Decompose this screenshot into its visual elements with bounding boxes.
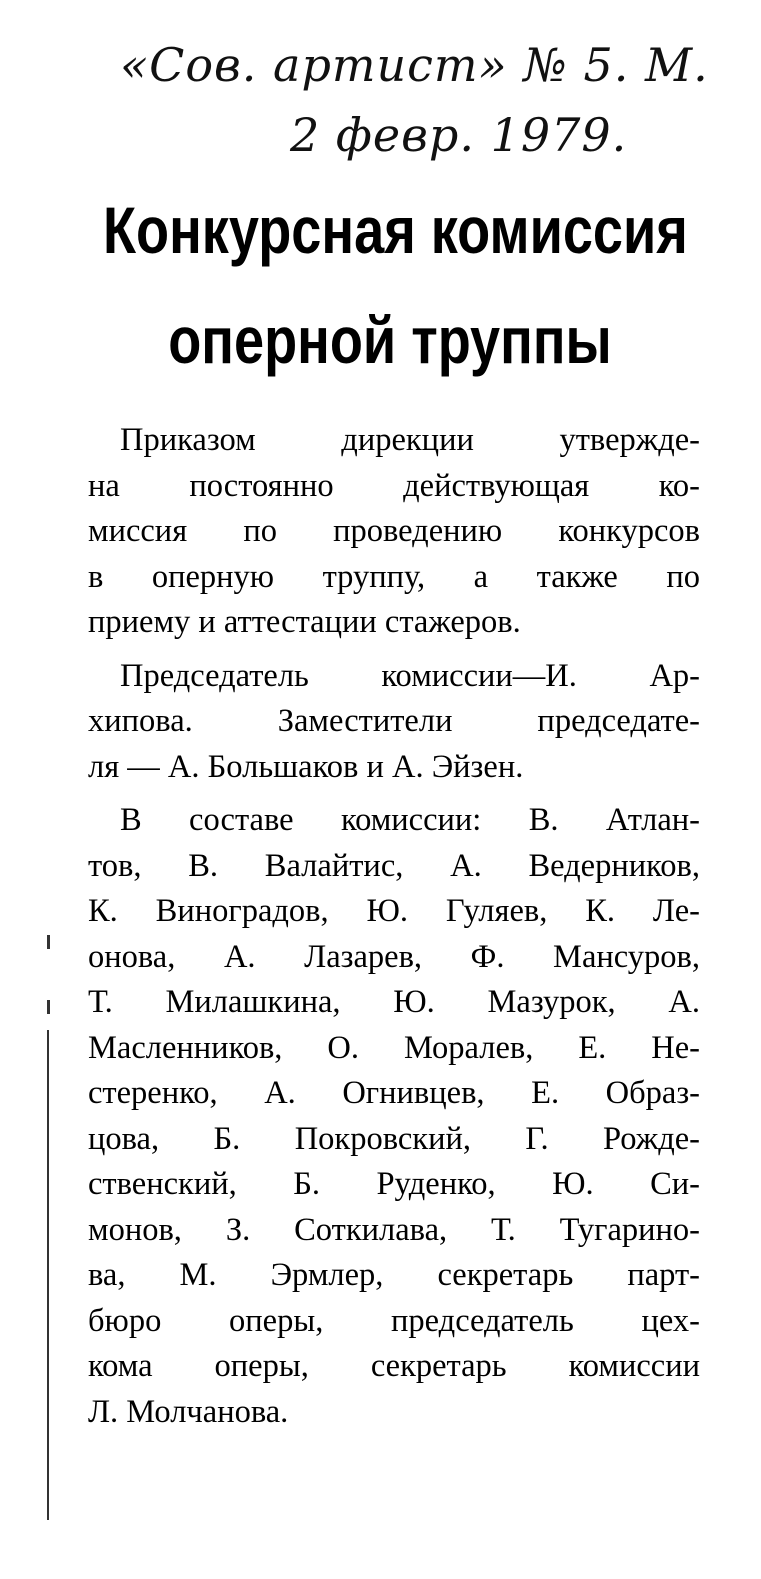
- article-paragraph: [88, 418, 700, 646]
- text-line: ва, М. Эрмлер, секретарь парт-: [88, 1257, 700, 1293]
- text-line: в оперную труппу, а также по: [88, 558, 700, 595]
- text-line: Приказом дирекции утвержде-: [120, 422, 700, 458]
- article-headline: [103, 175, 688, 395]
- headline-line: Конкурсная комиссия: [103, 193, 688, 267]
- text-line: бюро оперы, председатель цех-: [88, 1302, 700, 1339]
- text-line: Председатель комиссии—И. Ар-: [120, 657, 700, 694]
- text-line: монов, З. Соткилава, Т. Тугарино-: [88, 1211, 700, 1248]
- text-line: миссия по проведению конкурсов: [88, 513, 700, 549]
- text-line: цова, Б. Покровский, Г. Рожде-: [88, 1120, 700, 1157]
- text-line: стеренко, А. Огнивцев, Е. Образ-: [88, 1075, 700, 1111]
- text-line: на постоянно действующая ко-: [88, 467, 700, 504]
- text-line: Т. Милашкина, Ю. Мазурок, А.: [88, 984, 700, 1020]
- text-line: тов, В. Валайтис, А. Ведерников,: [88, 847, 700, 884]
- headline-line: оперной труппы: [168, 303, 612, 377]
- handwritten-note-line: «Сов. артист» № 5. М.: [120, 38, 709, 92]
- text-line: Масленников, О. Моралев, Е. Не-: [88, 1029, 700, 1066]
- margin-tick: [47, 935, 50, 949]
- text-line: ля — А. Большаков и А. Эйзен.: [88, 748, 524, 785]
- margin-tick: [47, 1000, 50, 1014]
- margin-rule: [47, 1030, 49, 1520]
- text-line: онова, А. Лазарев, Ф. Мансуров,: [88, 938, 700, 975]
- article-paragraph: [88, 798, 700, 1435]
- text-line: приему и аттестации стажеров.: [88, 604, 521, 640]
- article-body: [88, 418, 700, 1435]
- text-line: В составе комиссии: В. Атлан-: [120, 802, 700, 838]
- text-line: К. Виноградов, Ю. Гуляев, К. Ле-: [88, 893, 700, 929]
- article-paragraph: [88, 654, 700, 791]
- text-line: хипова. Заместители председате-: [88, 703, 700, 739]
- handwritten-note-line: 2 февр. 1979.: [290, 108, 628, 162]
- text-line: Л. Молчанова.: [88, 1393, 289, 1430]
- text-line: ственский, Б. Руденко, Ю. Си-: [88, 1166, 700, 1202]
- text-line: кома оперы, секретарь комиссии: [88, 1348, 700, 1384]
- handwritten-source-note: [120, 30, 720, 170]
